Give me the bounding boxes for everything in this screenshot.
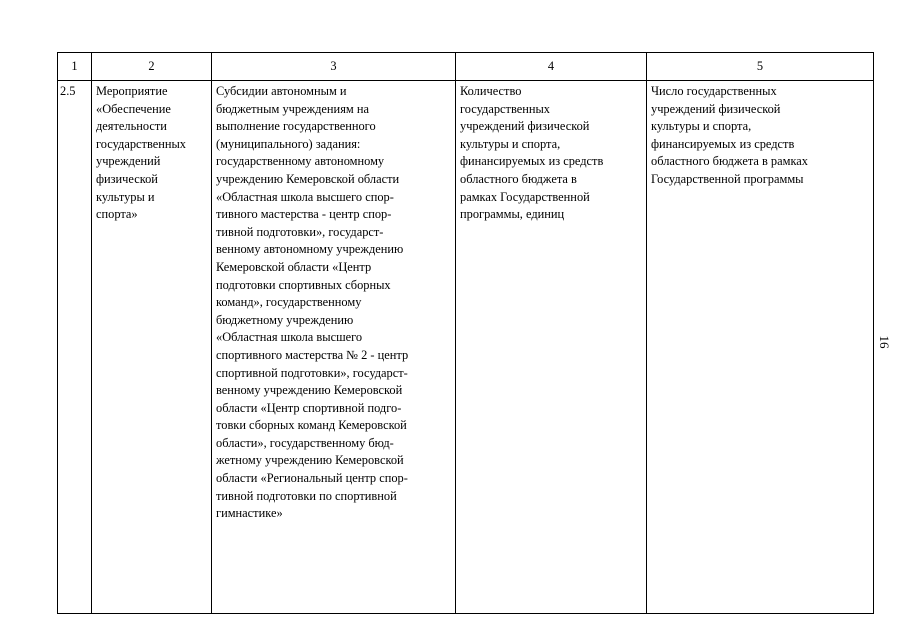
- text-line: учреждений физической: [651, 101, 781, 116]
- text-line: Субсидии автономным и: [216, 84, 347, 98]
- header-cell-5: 5: [647, 53, 874, 81]
- activity-text: [96, 83, 207, 224]
- page-number: 16: [877, 335, 892, 349]
- text-line: культуры и спорта,: [651, 119, 752, 134]
- row-number: 2.5: [60, 84, 76, 98]
- text-line: областного бюджета в: [460, 171, 577, 186]
- header-cell-1: 1: [58, 53, 92, 81]
- table-header-row: [58, 53, 874, 81]
- text-line: венному учреждению Кемеровской: [216, 383, 403, 398]
- text-line: финансируемых из средств: [460, 154, 604, 169]
- text-line: области», государственному бюд-: [216, 435, 394, 450]
- text-line: подготовки спортивных сборных: [216, 277, 391, 292]
- header-cell-4: 4: [456, 53, 647, 81]
- text-line: выполнение государственного: [216, 119, 376, 134]
- text-line: Мероприятие: [96, 84, 168, 98]
- text-line: венному автономному учреждению: [216, 242, 404, 257]
- document-table: [57, 52, 874, 614]
- text-line: тивного мастерства - центр спор-: [216, 207, 392, 222]
- text-line: культуры и спорта,: [460, 136, 561, 151]
- text-line: рамках Государственной: [460, 189, 590, 204]
- text-line: учреждений: [96, 154, 161, 169]
- text-line: гимнастике»: [216, 506, 283, 521]
- text-line: областного бюджета в рамках: [651, 154, 808, 169]
- text-line: физической: [96, 171, 158, 186]
- text-line: государственных: [96, 136, 187, 151]
- text-line: культуры и: [96, 189, 155, 204]
- text-line: «Обеспечение: [96, 101, 171, 116]
- text-line: «Областная школа высшего: [216, 330, 363, 345]
- indicator-cell: [456, 81, 647, 614]
- text-line: Число государственных: [651, 84, 777, 98]
- text-line: деятельности: [96, 119, 167, 134]
- text-line: государственному автономному: [216, 154, 385, 169]
- text-line: Кемеровской области «Центр: [216, 259, 372, 274]
- text-line: Государственной программы: [651, 171, 804, 186]
- indicator-text: [460, 83, 642, 224]
- description-cell: [212, 81, 456, 614]
- text-line: программы, единиц: [460, 207, 565, 222]
- text-line: учреждению Кемеровской области: [216, 171, 400, 186]
- activity-cell: [92, 81, 212, 614]
- text-line: учреждений физической: [460, 119, 590, 134]
- text-line: спортивного мастерства № 2 - центр: [216, 347, 409, 362]
- text-line: команд», государственному: [216, 295, 362, 310]
- text-line: тивной подготовки», государст-: [216, 224, 384, 239]
- description-text: [216, 83, 451, 523]
- text-line: спортивной подготовки», государст-: [216, 365, 408, 380]
- text-line: товки сборных команд Кемеровской: [216, 418, 407, 433]
- text-line: области «Региональный центр спор-: [216, 471, 408, 486]
- row-number-cell: [58, 81, 92, 614]
- text-line: спорта»: [96, 207, 138, 222]
- text-line: «Областная школа высшего спор-: [216, 189, 394, 204]
- text-line: области «Центр спортивной подго-: [216, 400, 402, 415]
- text-line: бюджетным учреждениям на: [216, 101, 369, 116]
- text-line: государственных: [460, 101, 551, 116]
- text-line: (муниципального) задания:: [216, 136, 361, 151]
- text-line: жетному учреждению Кемеровской: [216, 453, 404, 468]
- table-row: [58, 81, 874, 614]
- text-line: бюджетному учреждению: [216, 312, 354, 327]
- header-cell-2: 2: [92, 53, 212, 81]
- text-line: тивной подготовки по спортивной: [216, 488, 397, 503]
- result-text: [651, 83, 869, 189]
- text-line: финансируемых из средств: [651, 136, 795, 151]
- header-cell-3: 3: [212, 53, 456, 81]
- result-cell: [647, 81, 874, 614]
- text-line: Количество: [460, 84, 522, 98]
